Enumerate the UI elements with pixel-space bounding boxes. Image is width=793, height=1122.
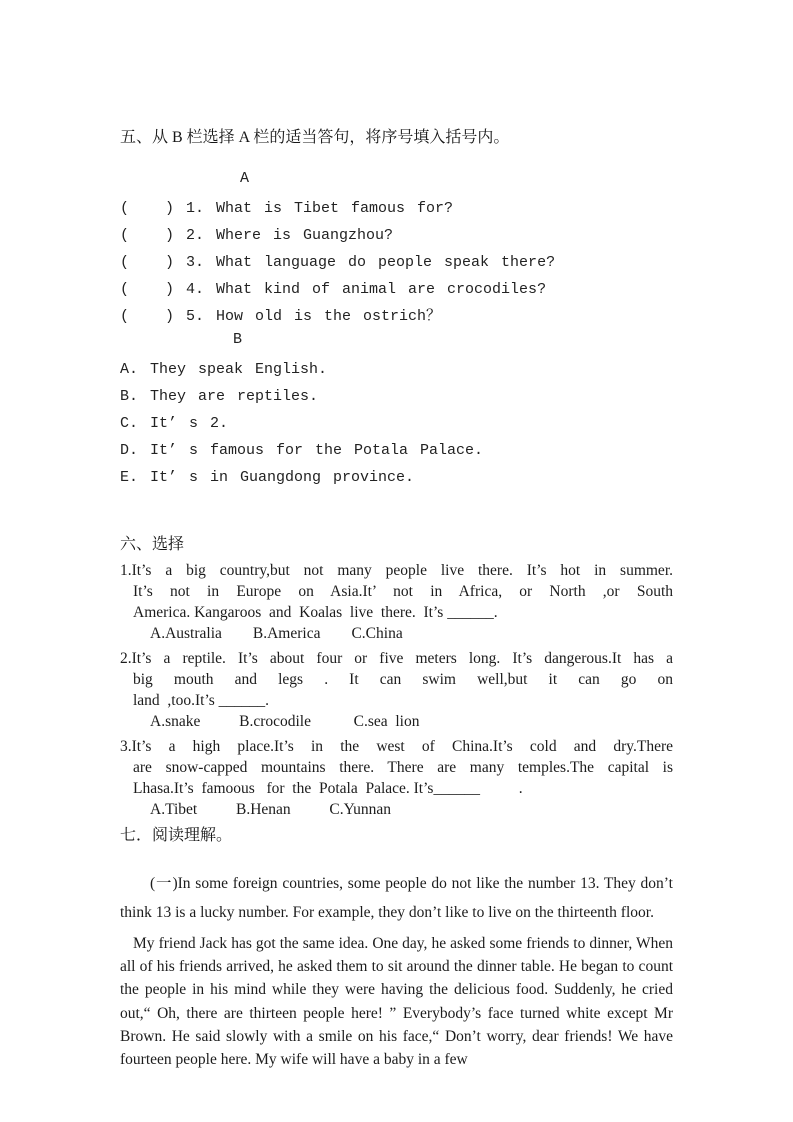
section-seven-header: 七．阅读理解。 [120,827,233,844]
question-line: It’s not in Europe on Asia.It’ not in Africa, or North ,or South [133,583,673,600]
section-seven-reading [120,826,673,1071]
worksheet-content [120,128,673,1071]
question-line: Lhasa.It’s famoous for the Potala Palace. It’s______ . [133,780,523,797]
question-line: America. Kangaroos and Koalas live there. It’s ______. [133,604,498,621]
matching-answer-c: C. It’ s 2. [120,415,229,432]
matching-answer-a: A. They speak English. [120,361,328,378]
choice-question-1 [120,560,673,644]
reading-paragraph-1: (一)In some foreign countries, some people do not like the number 13. They don’t think 13 is a lucky number. For example, they don’t like to live on the thirteenth floor. [120,875,673,921]
question-options: A.snake B.crocodile C.sea lion [150,713,420,730]
matching-answer-d: D. It’ s famous for the Potala Palace. [120,442,484,459]
choice-question-2 [120,648,673,732]
column-b-title: B [233,331,243,348]
section-five-header: 五、从 B 栏选择 A 栏的适当答句，将序号填入括号内。 [120,129,510,146]
question-line: 3.It’s a high place.It’s in the west of China.It’s cold and dry.There [120,738,673,755]
reading-paragraph-2: My friend Jack has got the same idea. One day, he asked some friends to dinner, When all of his friends arrived, he asked them to sit around the dinner table. He began to count the people in his mind while they were having the delicious food. Suddenly, he cried out,“ Oh, there are thirteen people here! ” Everybody’s face turned white except Mr Brown. He said slowly with a smile on his face,“ Don’t worry, dear friends! We have fourteen people here. My wife will have a baby in a few [120,935,673,1069]
question-line: are snow-capped mountains there. There are many temples.The capital is [133,759,673,776]
matching-question-3: ( ) 3. What language do people speak there? [120,254,556,271]
section-five-matching [120,128,673,491]
choice-question-3 [120,736,673,820]
section-six-header: 六、选择 [120,536,185,553]
matching-answer-e: E. It’ s in Guangdong province. [120,469,415,486]
matching-question-4: ( ) 4. What kind of animal are crocodiles? [120,281,547,298]
question-line: big mouth and legs . It can swim well,but it can go on [133,671,673,688]
matching-question-1: ( ) 1. What is Tibet famous for? [120,200,454,217]
matching-answer-b: B. They are reptiles. [120,388,319,405]
question-line: 1.It’s a big country,but not many people live there. It’s hot in summer. [120,562,673,579]
matching-question-5: ( ) 5. How old is the ostrich？ [120,308,442,325]
question-line: land ,too.It’s ______. [133,692,270,709]
question-line: 2.It’s a reptile. It’s about four or five meters long. It’s dangerous.It has a [120,650,673,667]
question-options: A.Tibet B.Henan C.Yunnan [150,801,391,818]
question-options: A.Australia B.America C.China [150,625,403,642]
matching-question-2: ( ) 2. Where is Guangzhou? [120,227,394,244]
column-a-title: A [240,170,250,187]
section-six-choice [120,535,673,820]
